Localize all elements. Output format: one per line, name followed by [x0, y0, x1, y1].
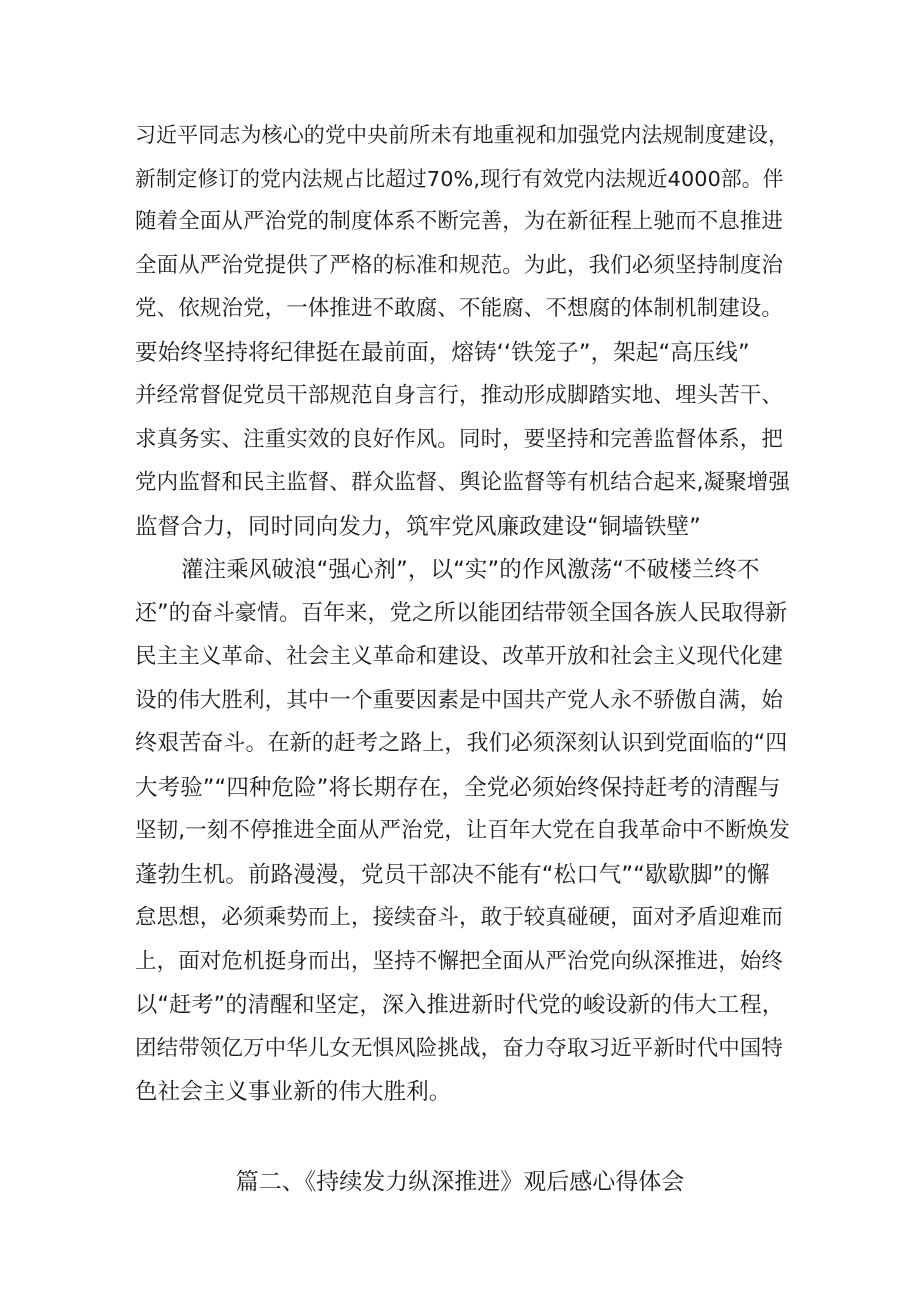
paragraph-line: 以“赶考”的清醒和坚定，深入推进新时代党的峻设新的伟大工程， — [135, 992, 785, 1018]
paragraph-line: 党、依规治党，一体推进不敢腐、不能腐、不想腐的体制机制建设。 — [135, 296, 784, 321]
paragraph-line: 坚韧,一刻不停推进全面从严治党，让百年大党在自我革命中不断焕发 — [135, 818, 790, 843]
paragraph-line: 设的伟大胜利，其中一个重要因素是中国共产党人永不骄傲自满，始 — [135, 688, 784, 713]
paragraph-line: 求真务实、注重实效的良好作风。同时，要坚持和完善监督体系，把 — [135, 427, 784, 452]
paragraph-line: 还”的奋斗豪情。百年来，党之所以能团结带领全国各族人民取得新 — [135, 601, 788, 626]
paragraph-line: 团结带领亿万中华儿女无惧风险挑战，奋力夺取习近平新时代中国特 — [135, 1036, 784, 1061]
paragraph-line: 上，面对危机挺身而出，坚持不懈把全面从严治党向纵深推进，始终 — [135, 949, 784, 974]
paragraph-line: 新制定修订的党内法规占比超过70%,现行有效党内法规近4000部。伴 — [135, 167, 784, 191]
paragraph-line: 党内监督和民主监督、群众监督、舆论监督等有机结合起来,凝聚增强 — [135, 470, 790, 495]
paragraph-line: 怠思想，必须乘势而上，接续奋斗，敢于较真碰硬，面对矛盾迎难而 — [135, 905, 784, 930]
paragraph-line: 全面从严治党提供了严格的标准和规范。为此，我们必须坚持制度治 — [135, 253, 784, 278]
paragraph-line: 大考验”“四种危险”将长期存在，全党必须始终保持赶考的清醒与 — [135, 775, 781, 801]
paragraph-line: 色社会主义事业新的伟大胜利。 — [135, 1079, 452, 1105]
paragraph-line: 并经常督促党员干部规范自身言行，推动形成脚踏实地、埋头苦干、 — [135, 383, 784, 408]
paragraph-line: 习近平同志为核心的党中央前所未有地重视和加强党内法规制度建设， — [135, 123, 790, 147]
paragraph-line: 要始终坚持将纪律挺在最前面，熔铸‘‘铁笼子”，架起“高压线” — [135, 340, 750, 366]
paragraph-line: 民主主义革命、社会主义革命和建设、改革开放和社会主义现代化建 — [135, 644, 784, 669]
paragraph-line: 蓬勃生机。前路漫漫，党员干部决不能有“松口气”“歇歇脚”的懈 — [135, 862, 770, 888]
paragraph-line: 灌注乘风破浪“强心剂”，以“实”的作风激荡“不破楼兰终不 — [181, 557, 760, 583]
section-heading: 篇二、《持续发力纵深推进》观后感心得体会 — [235, 1169, 685, 1195]
paragraph-line: 监督合力，同时同向发力，筑牢党风廉政建设“铜墙铁壁” — [135, 514, 701, 540]
paragraph-line: 终艰苦奋斗。在新的赶考之路上，我们必须深刻认识到党面临的“四 — [135, 731, 788, 756]
paragraph-line: 随着全面从严治党的制度体系不断完善，为在新征程上驰而不息推进 — [135, 209, 784, 234]
